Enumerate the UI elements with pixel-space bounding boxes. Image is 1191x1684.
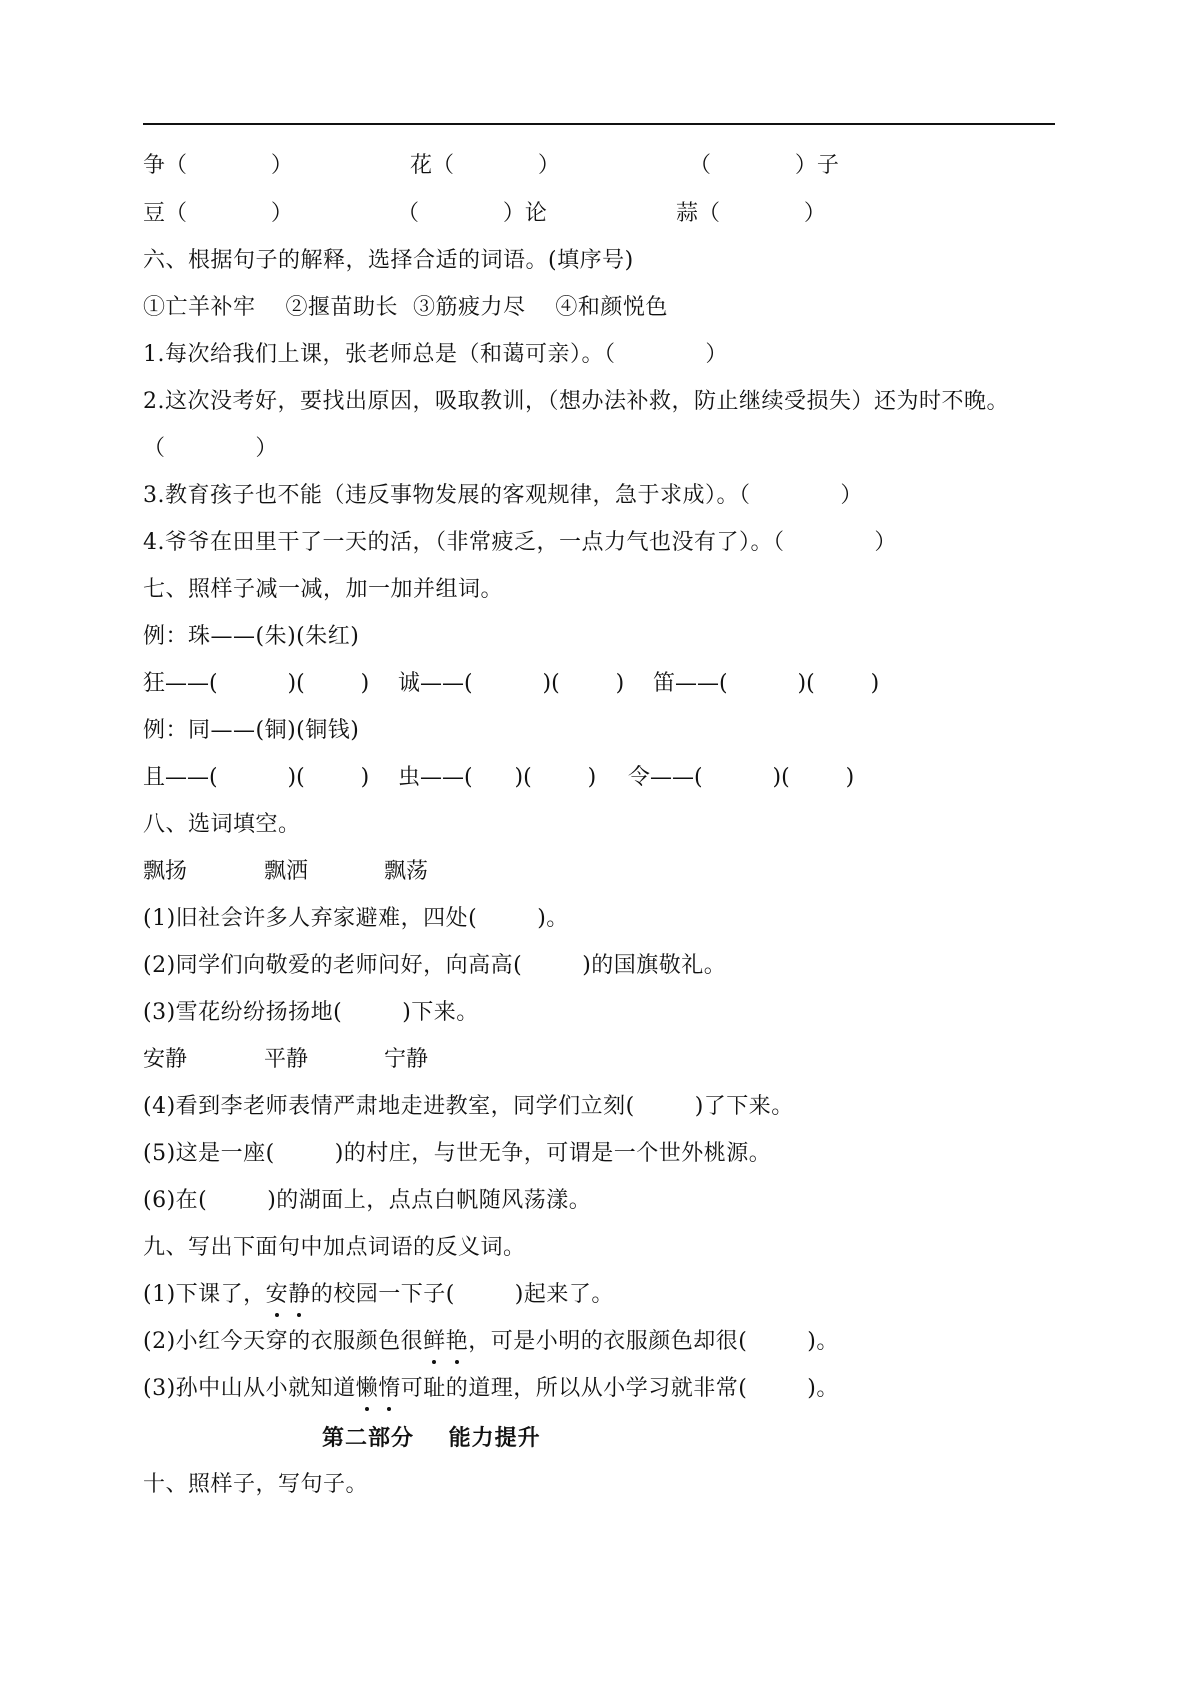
section-8-q5: (5)这是一座( )的村庄，与世无争，可谓是一个世外桃源。 — [143, 1141, 772, 1166]
fill-blank-zi: （ ）子 — [689, 153, 839, 178]
section-9-title: 九、写出下面句中加点词语的反义词。 — [143, 1235, 526, 1260]
sentence-text: ，可是小明的衣服颜色却很( )。 — [468, 1329, 839, 1354]
word-option: 安静 — [143, 1047, 188, 1072]
emphasis-dot — [297, 1313, 301, 1317]
section-8-q3: (3)雪花纷纷扬扬地( )下来。 — [143, 1000, 479, 1025]
dotted-char: 懒 — [356, 1374, 379, 1404]
word-option: 飘洒 — [264, 859, 309, 884]
word-option: 宁静 — [384, 1047, 429, 1072]
section-7-item-ling: 令——( )( ) — [628, 765, 855, 790]
fill-blank-dou: 豆（ ） — [143, 201, 293, 226]
part-2-heading: 第二部分 能力提升 — [322, 1425, 541, 1451]
section-7-title: 七、照样子减一减，加一加并组词。 — [143, 577, 504, 602]
dotted-char: 安 — [266, 1280, 289, 1310]
section-7-item-qie: 且——( )( ) — [143, 765, 370, 790]
section-10-title: 十、照样子，写句子。 — [143, 1472, 369, 1497]
section-6-q1: 1.每次给我们上课，张老师总是（和蔼可亲）。（ ） — [143, 342, 728, 367]
sentence-text: 可耻的道理，所以从小学习就非常( )。 — [400, 1376, 839, 1401]
section-7-example-1: 例：珠——(朱)(朱红) — [143, 624, 360, 649]
fill-blank-suan: 蒜（ ） — [676, 201, 826, 226]
section-6-q2-answer: （ ） — [143, 436, 278, 461]
section-7-example-2: 例：同——(铜)(铜钱) — [143, 718, 360, 743]
section-6-options: ①亡羊补牢 ②揠苗助长 ③筋疲力尽 ④和颜悦色 — [143, 295, 668, 320]
emphasis-dot — [455, 1360, 459, 1364]
section-6-q3: 3.教育孩子也不能（违反事物发展的客观规律，急于求成）。（ ） — [143, 483, 863, 508]
section-9-q2 — [143, 1327, 839, 1357]
section-8-title: 八、选词填空。 — [143, 812, 301, 837]
section-7-item-di: 笛——( )( ) — [653, 671, 880, 696]
dotted-char: 艳 — [446, 1327, 469, 1357]
section-8-q1: (1)旧社会许多人弃家避难，四处( )。 — [143, 906, 569, 931]
sentence-text: (2)小红今天穿的衣服颜色很 — [143, 1329, 424, 1354]
emphasis-dot — [432, 1360, 436, 1364]
section-7-item-chong: 虫——( )( ) — [398, 765, 597, 790]
sentence-text: (1)下课了， — [143, 1282, 266, 1307]
emphasis-dot — [275, 1313, 279, 1317]
section-7-item-cheng: 诚——( )( ) — [398, 671, 625, 696]
section-6-q4: 4.爷爷在田里干了一天的活，（非常疲乏，一点力气也没有了）。（ ） — [143, 530, 897, 555]
section-8-q4: (4)看到李老师表情严肃地走进教室，同学们立刻( )了下来。 — [143, 1094, 794, 1119]
emphasis-dot — [387, 1407, 391, 1411]
fill-blank-lun: （ ）论 — [397, 201, 547, 226]
dotted-char: 静 — [288, 1280, 311, 1310]
word-option: 平静 — [264, 1047, 309, 1072]
section-7-item-kuang: 狂——( )( ) — [143, 671, 370, 696]
section-6-q2: 2.这次没考好，要找出原因，吸取教训，（想办法补救，防止继续受损失）还为时不晚。 — [143, 389, 1009, 414]
sentence-text: 的校园一下子( )起来了。 — [310, 1282, 614, 1307]
dotted-char: 鲜 — [423, 1327, 446, 1357]
fill-blank-zheng: 争（ ） — [143, 153, 293, 178]
word-option: 飘荡 — [384, 859, 429, 884]
dotted-char: 惰 — [378, 1374, 401, 1404]
word-option: 飘扬 — [143, 859, 188, 884]
section-9-q3 — [143, 1374, 839, 1404]
section-8-q6: (6)在( )的湖面上，点点白帆随风荡漾。 — [143, 1188, 592, 1213]
fill-blank-hua: 花（ ） — [410, 153, 560, 178]
sentence-text: (3)孙中山从小就知道 — [143, 1376, 356, 1401]
emphasis-dot — [365, 1407, 369, 1411]
section-6-title: 六、根据句子的解释，选择合适的词语。(填序号) — [143, 248, 634, 273]
section-8-q2: (2)同学们向敬爱的老师问好，向高高( )的国旗敬礼。 — [143, 953, 727, 978]
top-rule — [143, 123, 1055, 125]
section-9-q1 — [143, 1280, 614, 1310]
